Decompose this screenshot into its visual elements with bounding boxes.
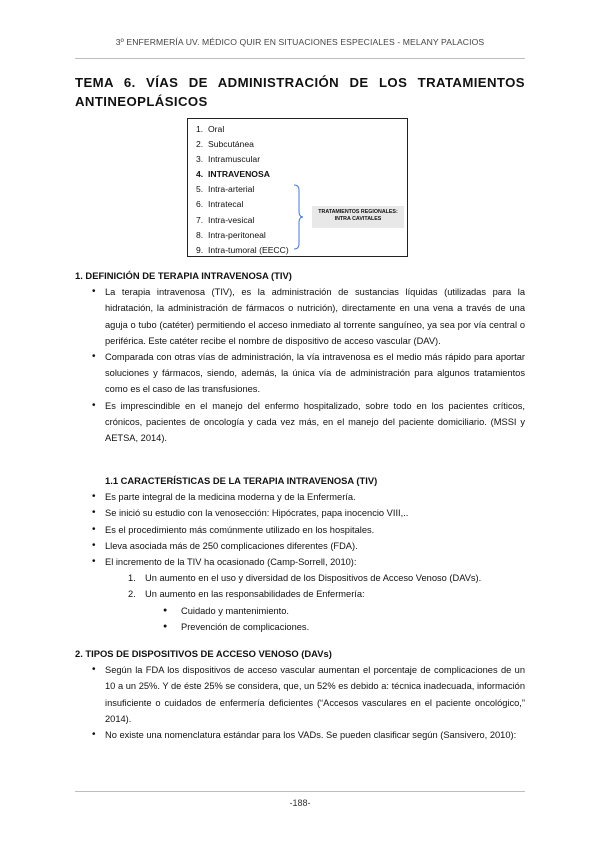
route-item: 6. Intratecal xyxy=(196,199,244,210)
route-item: 5. Intra-arterial xyxy=(196,184,255,195)
page-number: -188- xyxy=(289,798,311,808)
route-item: 8. Intra-peritoneal xyxy=(196,229,266,240)
routes-list xyxy=(196,122,289,258)
list-item: • Es imprescindible en el manejo del enfermo hospitalizado, sobre todo en los pacientes críticos, crónicos, pacientes de oncología y cada vez más, en el manejo del paciente domiciliario. (MSSI y AETSA, 2014). xyxy=(75,398,525,447)
running-header: 3º ENFERMERÍA UV. MÉDICO QUIR EN SITUACIONES ESPECIALES - MELANY PALACIOS xyxy=(115,37,485,47)
list-item: • Según la FDA los dispositivos de acceso vascular aumentan el porcentaje de complicaciones de un 10 a un 25%. Y de éste 25% se considera, que, un 52% es debido a: técnica inadecuada, información insuficiente o cuidados de enfermería deficientes (“Accesos vasculares en el paciente oncológico,” 2014). xyxy=(75,662,525,727)
list-item: • Comparada con otras vías de administración, la vía intravenosa es el medio más rápido para aportar soluciones y fármacos, siendo, además, la única vía de administración para algunos tratamientos como es el caso de las transfusiones. xyxy=(75,349,525,398)
section-heading: 2. TIPOS DE DISPOSITIVOS DE ACCESO VENOSO (DAVs) xyxy=(75,648,332,659)
page-title: TEMA 6. VÍAS DE ADMINISTRACIÓN DE LOS TRATAMIENTOS ANTINEOPLÁSICOS xyxy=(75,75,525,109)
section-1 xyxy=(75,268,525,446)
route-item: 3. Intramuscular xyxy=(196,154,261,165)
numbered-item: 2. Un aumento en las responsabilidades de Enfermería: xyxy=(128,589,365,600)
route-item: 1. Oral xyxy=(196,124,225,134)
section-1-1 xyxy=(75,473,525,635)
numbered-item: 1. Un aumento en el uso y diversidad de los Dispositivos de Acceso Venoso (DAVs). xyxy=(128,573,482,584)
route-item: 7. Intra-vesical xyxy=(196,214,255,225)
route-item: 2. Subcutánea xyxy=(196,139,254,150)
section-2 xyxy=(75,646,525,743)
section-heading: 1.1 CARACTERÍSTICAS DE LA TERAPIA INTRAVENOSA (TIV) xyxy=(105,475,378,486)
curly-brace-icon xyxy=(292,184,304,250)
regional-treatments-label: TRATAMIENTOS REGIONALES: INTRA CAVITALES xyxy=(312,206,404,228)
list-item: • Es el procedimiento más comúnmente utilizado en los hospitales. xyxy=(75,522,525,538)
sub-list-item: ● Prevención de complicaciones. xyxy=(75,619,525,635)
route-item: 9. Intra-tumoral (EECC) xyxy=(196,244,289,255)
route-item: 4. INTRAVENOSA xyxy=(196,169,270,180)
sub-list-item: ● Cuidado y mantenimiento. xyxy=(75,603,525,619)
footer-rule xyxy=(75,791,525,792)
list-item: • Es parte integral de la medicina moderna y de la Enfermería. xyxy=(75,489,525,505)
header-rule xyxy=(75,58,525,59)
section-heading: 1. DEFINICIÓN DE TERAPIA INTRAVENOSA (TIV) xyxy=(75,270,292,281)
list-item: • El incremento de la TIV ha ocasionado (Camp-Sorrell, 2010): xyxy=(75,554,525,570)
list-item: • Lleva asociada más de 250 complicaciones diferentes (FDA). xyxy=(75,538,525,554)
list-item: • La terapia intravenosa (TIV), es la administración de sustancias líquidas (utilizadas para la hidratación, la administración de fármacos o nutrición), directamente en una vena a través de una aguja o tubo (catéter) permitiendo el acceso inmediato al torrente sanguíneo, ya sea por vía central o periférica. Este catéter recibe el nombre de dispositivo de acceso vascular (DAV). xyxy=(75,284,525,349)
list-item: • Se inició su estudio con la venosección: Hipócrates, papa inocencio VIII,.. xyxy=(75,505,525,521)
list-item: • No existe una nomenclatura estándar para los VADs. Se pueden clasificar según (Sansivero, 2010): xyxy=(75,727,525,743)
